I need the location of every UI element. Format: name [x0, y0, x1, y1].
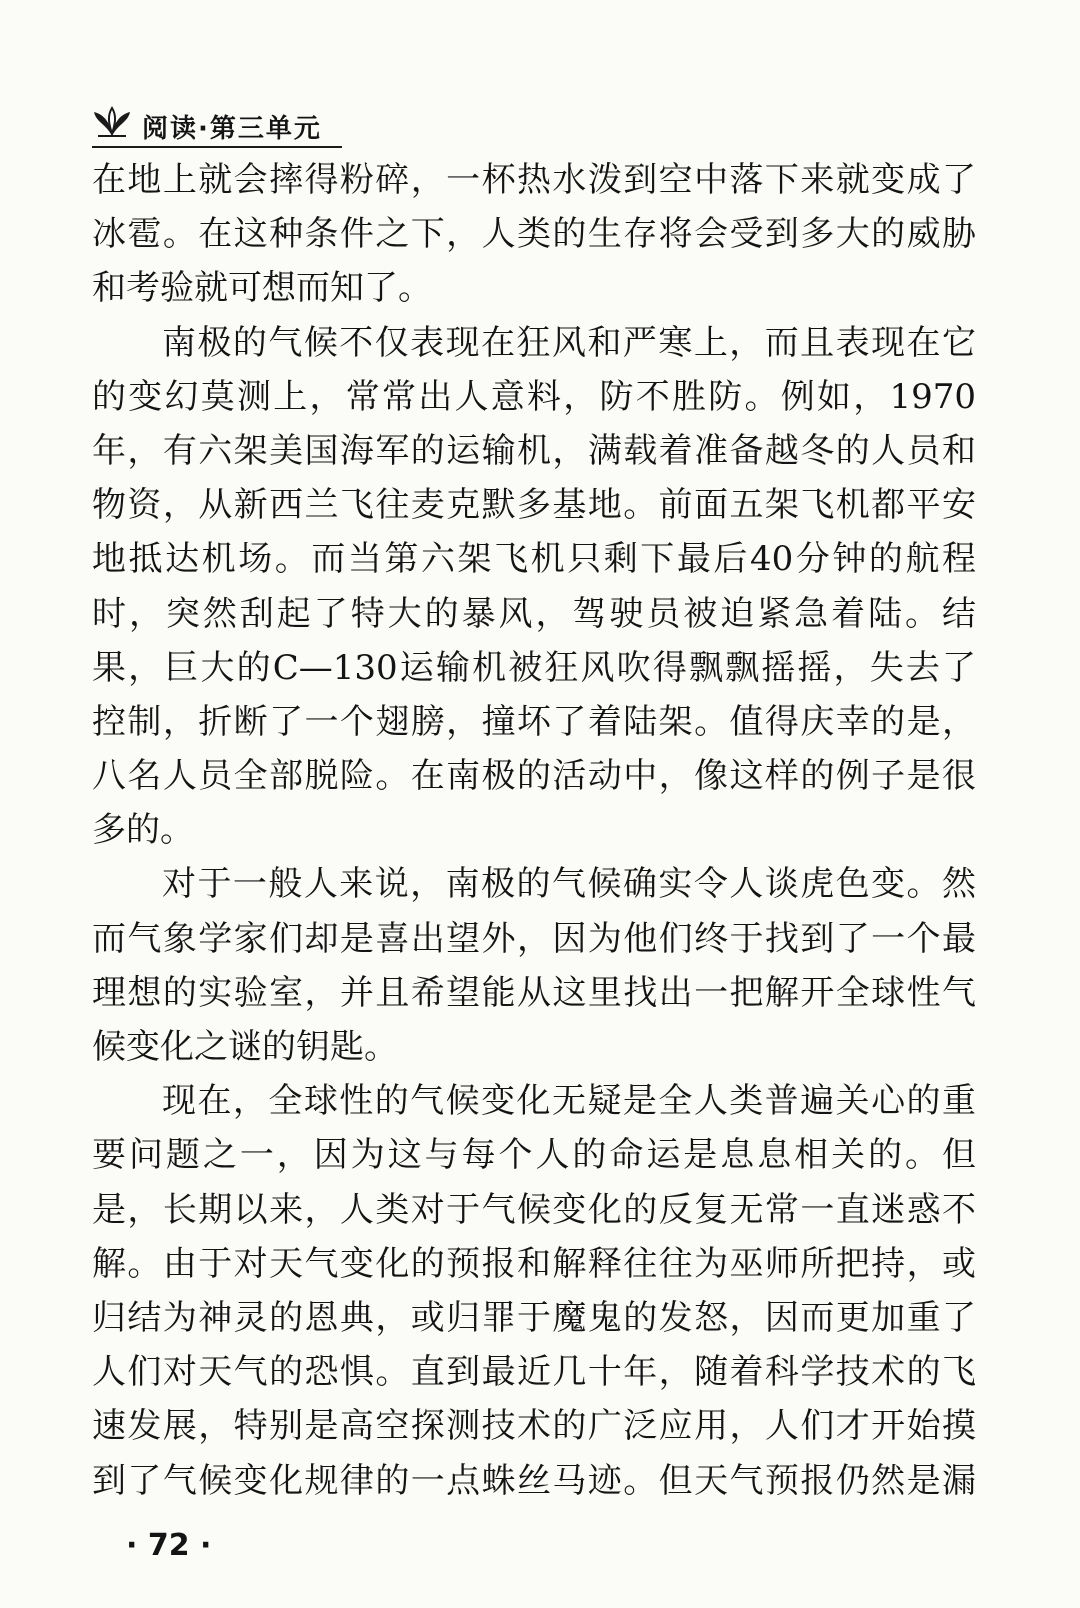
- text-line: 在地上就会摔得粉碎，一杯热水泼到空中落下来就变成了: [92, 160, 976, 200]
- text-line: 物资，从新西兰飞往麦克默多基地。前面五架飞机都平安: [92, 485, 976, 526]
- text-line: 人们对天气的恐惧。直到最近几十年，随着科学技术的飞: [92, 1352, 976, 1393]
- text-line: 果，巨大的C—130运输机被狂风吹得飘飘摇摇，失去了: [92, 647, 976, 688]
- text-line: 归结为神灵的恩典，或归罪于魔鬼的发怒，因而更加重了: [92, 1297, 976, 1338]
- text-line: 控制，折断了一个翅膀，撞坏了着陆架。值得庆幸的是，: [92, 701, 976, 742]
- text-line: 南极的气候不仅表现在狂风和严寒上，而且表现在它: [162, 322, 976, 363]
- text-line: 和考验就可想而知了。: [92, 268, 432, 309]
- text-line: 到了气候变化规律的一点蛛丝马迹。但天气预报仍然是漏: [92, 1460, 976, 1501]
- text-line: 要问题之一，因为这与每个人的命运是息息相关的。但: [92, 1135, 976, 1176]
- text-line: 年，有六架美国海军的运输机，满载着准备越冬的人员和: [92, 430, 976, 471]
- text-line: 多的。: [92, 810, 194, 851]
- text-line: 时，突然刮起了特大的暴风，驾驶员被迫紧急着陆。结: [92, 593, 976, 634]
- running-header: [92, 102, 342, 150]
- text-line: 地抵达机场。而当第六架飞机只剩下最后40分钟的航程: [92, 539, 976, 580]
- text-line: 的变幻莫测上，常常出人意料，防不胜防。例如，1970: [92, 376, 976, 417]
- text-line: 候变化之谜的钥匙。: [92, 1027, 398, 1067]
- text-line: 是，长期以来，人类对于气候变化的反复无常一直迷惑不: [92, 1189, 976, 1230]
- header-divider: [92, 146, 342, 148]
- text-line: 理想的实验室，并且希望能从这里找出一把解开全球性气: [92, 972, 976, 1013]
- text-line: 速发展，特别是高空探测技术的广泛应用，人们才开始摸: [92, 1406, 976, 1447]
- text-line: 现在，全球性的气候变化无疑是全人类普遍关心的重: [162, 1081, 976, 1122]
- body-text: [92, 153, 976, 1508]
- open-book-leaf-icon: [92, 106, 132, 140]
- text-line: 而气象学家们却是喜出望外，因为他们终于找到了一个最: [92, 918, 976, 959]
- text-line: 对于一般人来说，南极的气候确实令人谈虎色变。然: [162, 864, 976, 905]
- text-line: 冰雹。在这种条件之下，人类的生存将会受到多大的威胁: [92, 214, 976, 255]
- page-number: · 72 ·: [126, 1528, 212, 1563]
- text-line: 八名人员全部脱险。在南极的活动中，像这样的例子是很: [92, 756, 976, 797]
- header-title: 阅读·第三单元: [142, 114, 322, 144]
- text-line: 解。由于对天气变化的预报和解释往往为巫师所把持，或: [92, 1243, 976, 1284]
